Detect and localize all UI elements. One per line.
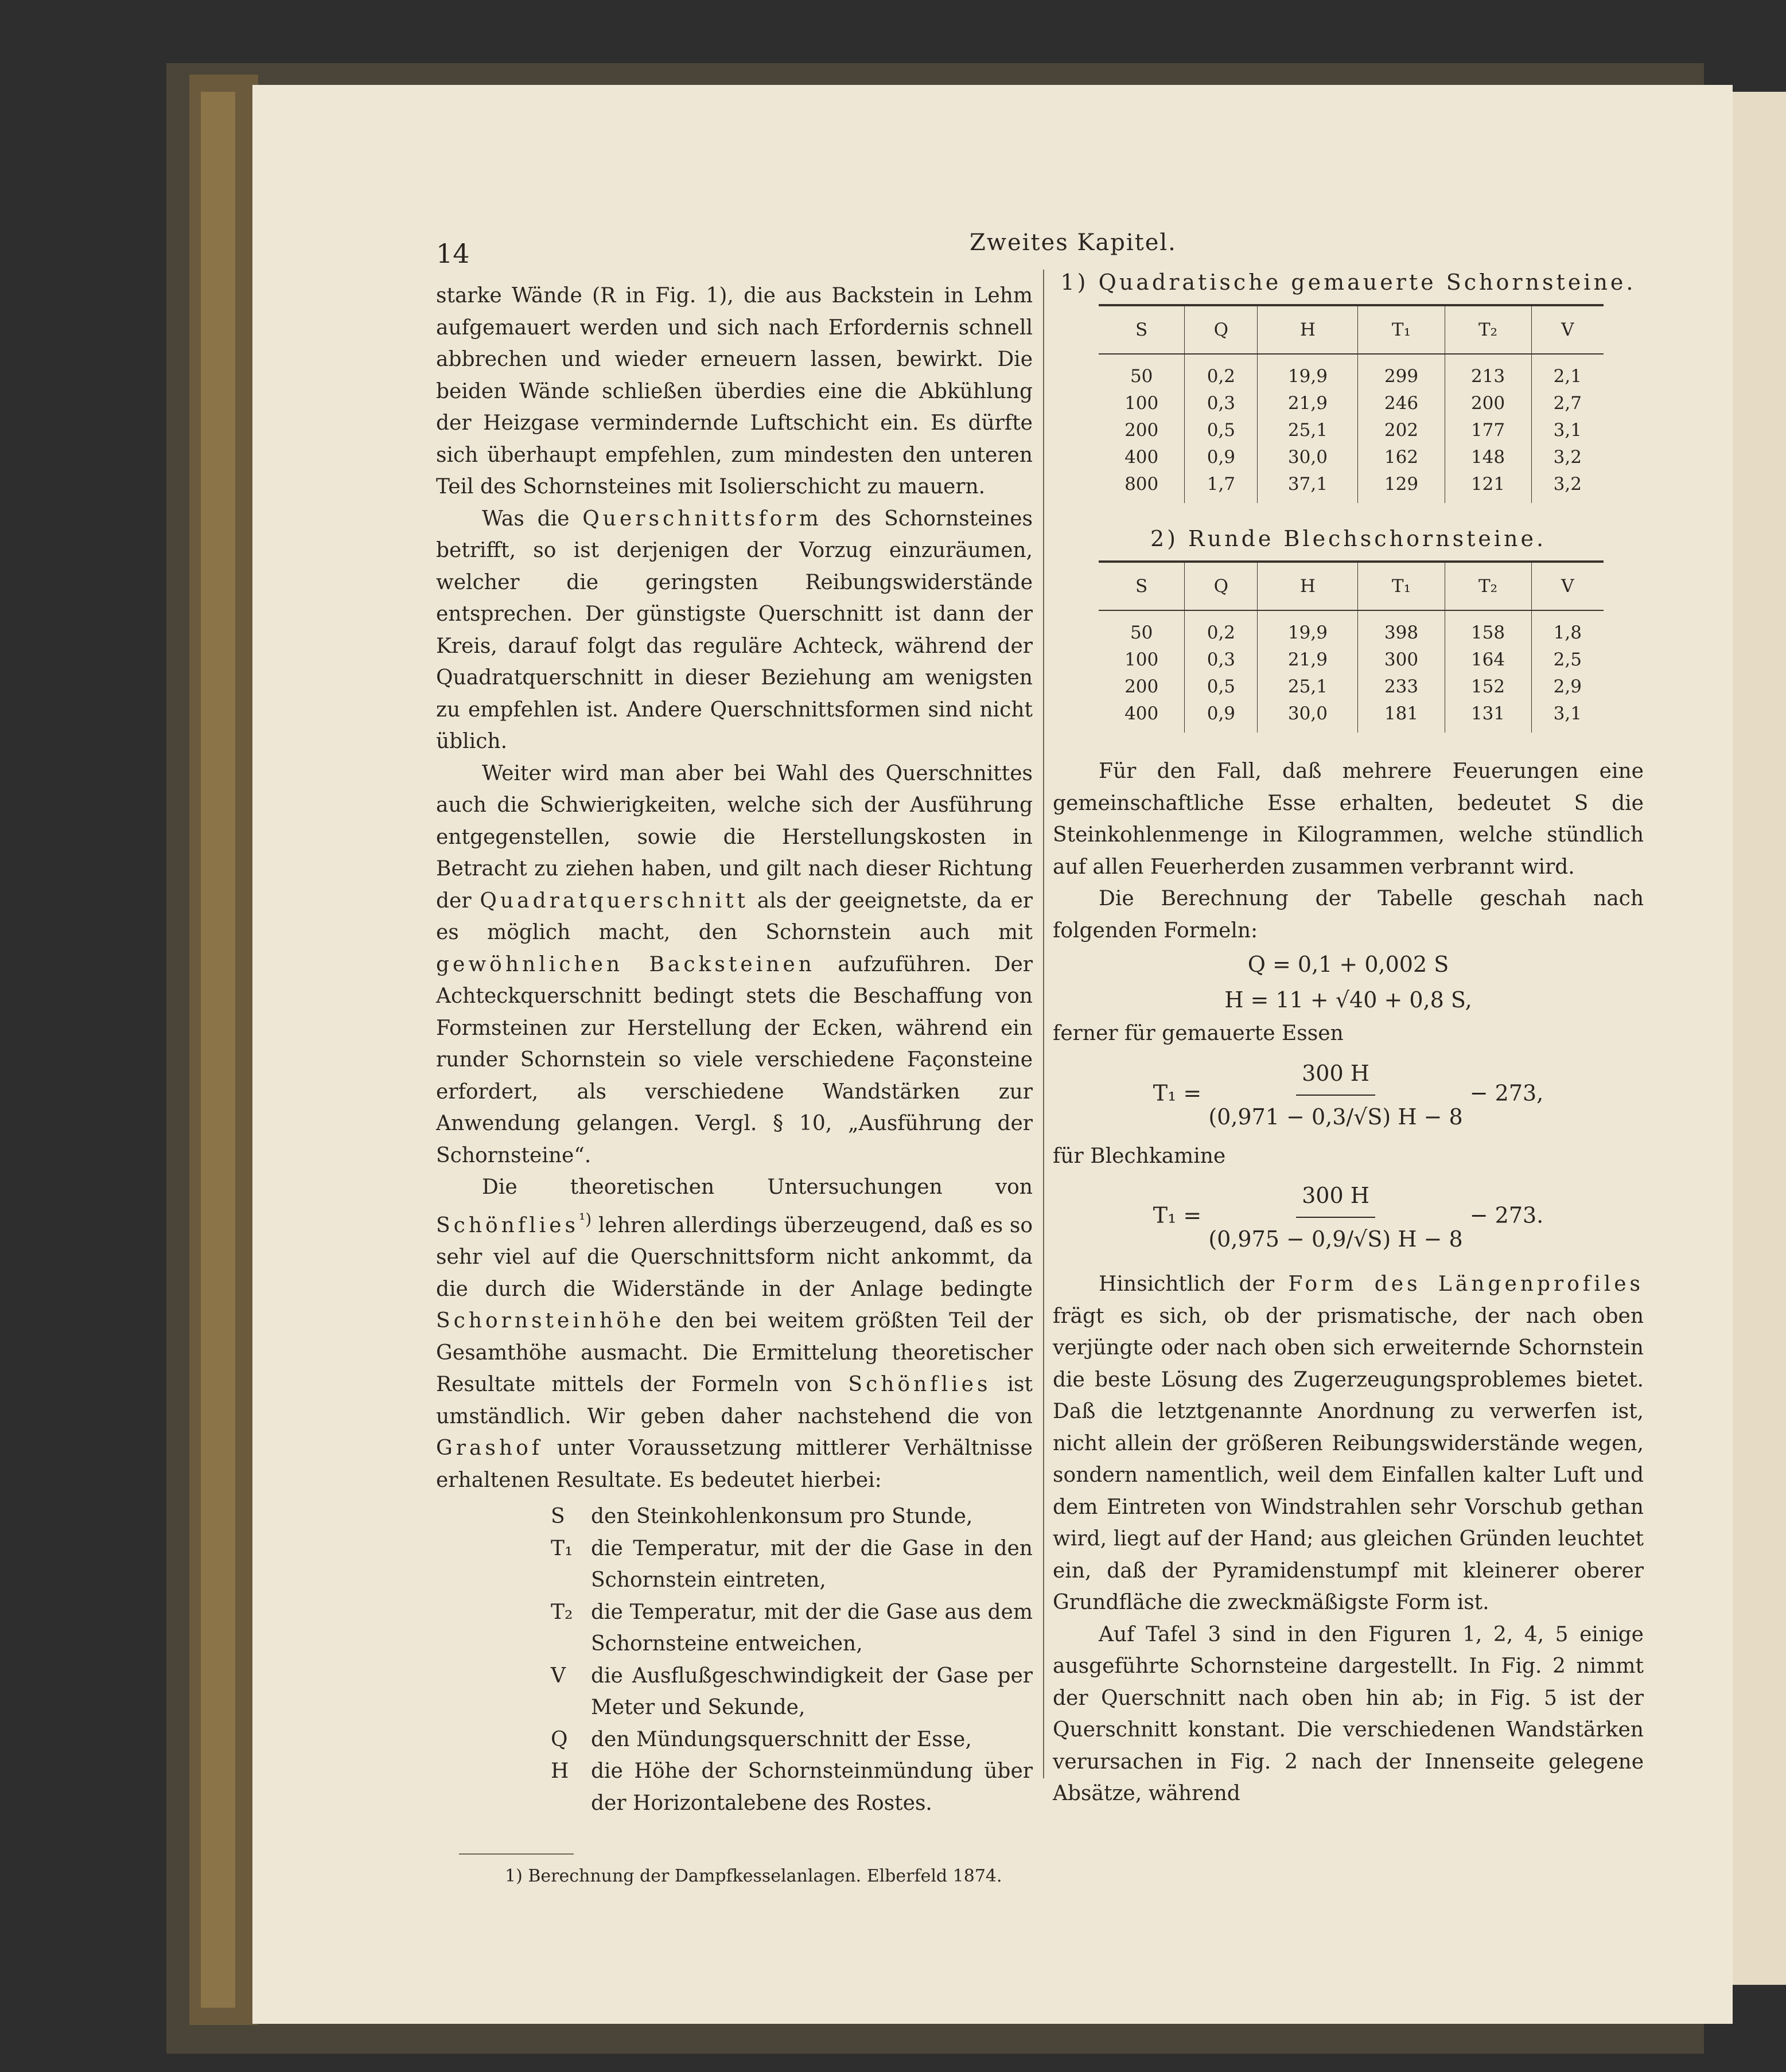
table-header-cell: V [1531,305,1604,354]
table-row [1099,390,1604,417]
table-cell: 19,9 [1258,610,1358,646]
legend-symbol: T₂ [551,1600,573,1624]
table-row [1099,444,1604,471]
table-cell: 50 [1099,610,1185,646]
table-cell: 100 [1099,646,1185,673]
table-cell: 400 [1099,444,1185,471]
paragraph-r2: Die Berechnung der Tabelle geschah nach folgenden Formeln: [1053,887,1644,942]
legend-text: den Steinkohlenkonsum pro Stunde, [591,1505,973,1528]
table-cell: 21,9 [1258,390,1358,417]
formula-t1-sheet: T₁ = $\frac{300 H}{(0,975 - 0,9/√S) H - 8}$ − 273. [1053,1178,1644,1257]
table-cell: 400 [1099,700,1185,733]
legend-row [436,1660,1033,1724]
table-cell: 200 [1099,417,1185,444]
table-cell: 0,5 [1185,673,1258,700]
page-number: 14 [436,238,470,269]
table-row [1099,471,1604,503]
table-cell: 158 [1445,610,1531,646]
table-cell: 3,1 [1553,420,1582,441]
table-cell: 300 [1358,646,1445,673]
table-cell: 164 [1445,646,1531,673]
table-row [1099,646,1604,673]
table-header-cell: V [1531,562,1604,610]
table-cell: 1,8 [1553,622,1582,643]
paragraph-r4: für Blechkamine [1053,1144,1226,1168]
table-header-cell: S [1099,305,1185,354]
legend-symbol: S [551,1505,565,1528]
legend-text: die Höhe der Schornsteinmündung über der Horizontalebene des Rostes. [591,1759,1033,1815]
table-cell: 50 [1099,354,1185,390]
paragraph-2: Was die Querschnittsform des Schornsteines betrifft, so ist derjenigen der Vorzug einzuräumen, welcher die geringsten Reibungswiderstände entsprechen. Der günstigste Querschnitt ist dann der Kreis, darauf folgt das reguläre Achteck, während der Quadratquerschnitt in dieser Beziehung am wenigsten zu empfehlen ist. Andere Querschnittsformen sind nicht üblich. [436,507,1033,753]
table-cell: 2,7 [1553,393,1582,414]
table-cell: 25,1 [1258,673,1358,700]
legend-symbol: Q [551,1727,568,1751]
table-cell: 200 [1099,673,1185,700]
table-cell: 0,3 [1185,646,1258,673]
table-header-cell: T₁ [1358,562,1445,610]
table-header-cell: Q [1185,562,1258,610]
table-cell: 3,2 [1553,447,1582,468]
table-cell: 121 [1445,471,1531,503]
table-header-cell: H [1258,562,1358,610]
table-cell: 177 [1445,417,1531,444]
table-header-cell: S [1099,562,1185,610]
table-header-cell: T₂ [1445,562,1531,610]
legend-row [436,1501,1033,1533]
table-row [1099,700,1604,733]
table-cell: 0,2 [1185,610,1258,646]
formula-t1-masonry: T₁ = $\frac{300 H}{(0,971 - 0,3/√S) H - 8}$ − 273, [1053,1056,1644,1135]
formula-q: Q = 0,1 + 0,002 S [1247,952,1449,977]
table-cell: 202 [1358,417,1445,444]
table-header-cell: Q [1185,305,1258,354]
table-cell: 25,1 [1258,417,1358,444]
table-cell: 30,0 [1258,700,1358,733]
table-cell: 0,9 [1185,700,1258,733]
footnote: 1) Berechnung der Dampfkesselanlagen. Elberfeld 1874. [505,1866,1002,1886]
left-column [436,280,1033,1886]
legend-row [436,1596,1033,1660]
table-cell: 0,2 [1185,354,1258,390]
table-cell: 0,5 [1185,417,1258,444]
table-square-chimneys [1099,304,1604,503]
table-cell: 131 [1445,700,1531,733]
table-cell: 233 [1358,673,1445,700]
table-cell: 37,1 [1258,471,1358,503]
column-divider [1043,270,1044,1778]
footnote-rule [459,1853,574,1855]
formula-h: H = 11 + √40 + 0,8 S, [1224,987,1472,1012]
table-cell: 2,9 [1553,676,1582,697]
paragraph-r1: Für den Fall, daß mehrere Feuerungen eine gemeinschaftliche Esse erhalten, bedeutet S die Steinkohlenmenge in Kilogrammen, welche stündlich auf allen Feuerherden zusammen verbrannt wird. [1053,760,1644,879]
table-row [1099,354,1604,390]
table-cell: 0,3 [1185,390,1258,417]
table-cell: 129 [1358,471,1445,503]
legend-symbol: H [551,1759,569,1783]
right-column [1053,270,1644,1810]
table-cell: 2,5 [1553,649,1582,670]
table-cell: 246 [1358,390,1445,417]
table-cell: 800 [1099,471,1185,503]
table-cell: 100 [1099,390,1185,417]
paragraph-r3: ferner für gemauerte Essen [1053,1022,1344,1045]
table-cell: 19,9 [1258,354,1358,390]
table-cell: 21,9 [1258,646,1358,673]
table-cell: 181 [1358,700,1445,733]
legend-symbol: T₁ [551,1536,573,1560]
table-cell: 148 [1445,444,1531,471]
running-head: Zweites Kapitel. [970,229,1177,256]
symbol-legend [436,1501,1033,1819]
table-cell: 30,0 [1258,444,1358,471]
table-cell: 299 [1358,354,1445,390]
table-header-cell: H [1258,305,1358,354]
table-cell: 162 [1358,444,1445,471]
table-2-title: 2) Runde Blechschornsteine. [1150,526,1547,551]
table-cell: 3,1 [1553,703,1582,724]
legend-text: den Mündungsquerschnitt der Esse, [591,1727,972,1751]
table-cell: 213 [1445,354,1531,390]
table-cell: 152 [1445,673,1531,700]
table-row [1099,417,1604,444]
table-1-title: 1) Quadratische gemauerte Schornsteine. [1060,270,1636,295]
paragraph-3: Weiter wird man aber bei Wahl des Querschnittes auch die Schwierigkeiten, welche sich der Ausführung entgegenstellen, sowie die Herstellungskosten in Betracht zu ziehen haben, und gilt nach dieser Richtung der Quadratquerschnitt als der geeignetste, da er es möglich macht, den Schornstein auch mit gewöhnlichen Backsteinen aufzuführen. Der Achteckquerschnitt bedingt stets die Beschaffung von Formsteinen zur Herstellung der Ecken, während ein runder Schornstein so viele verschiedene Façonsteine erfordert, als verschiedene Wandstärken zur Anwendung gelangen. Vergl. § 10, „Ausführung der Schornsteine“. [436,761,1033,1167]
table-cell: 398 [1358,610,1445,646]
paragraph-1: starke Wände (R in Fig. 1), die aus Backstein in Lehm aufgemauert werden und sich nach Erfordernis schnell abbrechen und wieder erneuern lassen, bewirkt. Die beiden Wände schließen überdies eine die Abkühlung der Heizgase vermindernde Luftschicht ein. Es dürfte sich überhaupt empfehlen, zum mindesten den unteren Teil des Schornsteines mit Isolierschicht zu mauern. [436,284,1033,498]
table-cell: 0,9 [1185,444,1258,471]
table-round-chimneys [1099,560,1604,733]
legend-row [436,1533,1033,1596]
legend-row [436,1755,1033,1819]
legend-text: die Temperatur, mit der die Gase in den Schornstein eintreten, [591,1536,1033,1592]
legend-text: die Temperatur, mit der die Gase aus dem Schornsteine entweichen, [591,1600,1033,1656]
table-cell: 2,1 [1553,366,1582,387]
table-cell: 1,7 [1185,471,1258,503]
paragraph-r6: Auf Tafel 3 sind in den Figuren 1, 2, 4, 5 einige ausgeführte Schornsteine dargestellt. In Fig. 2 nimmt der Querschnitt nach oben hin ab; in Fig. 5 ist der Querschnitt konstant. Die verschiedenen Wandstärken verursachen in Fig. 2 nach der Innenseite gelegene Absätze, während [1053,1622,1644,1805]
legend-row [436,1724,1033,1756]
table-row [1099,610,1604,646]
legend-symbol: V [551,1664,566,1688]
table-cell: 200 [1445,390,1531,417]
table-header-cell: T₂ [1445,305,1531,354]
table-header-cell: T₁ [1358,305,1445,354]
paragraph-4: Die theoretischen Untersuchungen von Schönflies$^{^1)}$ lehren allerdings überzeugend, daß es so sehr viel auf die Querschnittsform nicht ankommt, da die durch die Widerstände in der Anlage bedingte Schornsteinhöhe den bei weitem größten Teil der Gesamthöhe ausmacht. Die Ermittelung theoretischer Resultate mittels der Formeln von Schönflies ist umständlich. Wir geben daher nachstehend die von Grashof unter Voraussetzung mittlerer Verhältnisse erhaltenen Resultate. Es bedeutet hierbei: [436,1175,1033,1492]
table-row [1099,673,1604,700]
table-cell: 3,2 [1553,474,1582,494]
paragraph-r5: Hinsichtlich der Form des Längenprofiles frägt es sich, ob der prismatische, der nach oben verjüngte oder nach oben sich erweiternde Schornstein die beste Lösung des Zugerzeugungsproblemes bietet. Daß die letztgenannte Anordnung zu verwerfen ist, nicht allein der größeren Reibungswiderstände wegen, sondern namentlich, weil dem Einfallen kalter Luft und dem Eintreten von Windstrahlen sehr Vorschub gethan wird, liegt auf der Hand; aus gleichen Gründen leuchtet ein, daß der Pyramidenstumpf mit kleinerer oberer Grundfläche die zweckmäßigste Form ist. [1053,1272,1644,1614]
legend-text: die Ausflußgeschwindigkeit der Gase per Meter und Sekunde, [591,1664,1033,1719]
